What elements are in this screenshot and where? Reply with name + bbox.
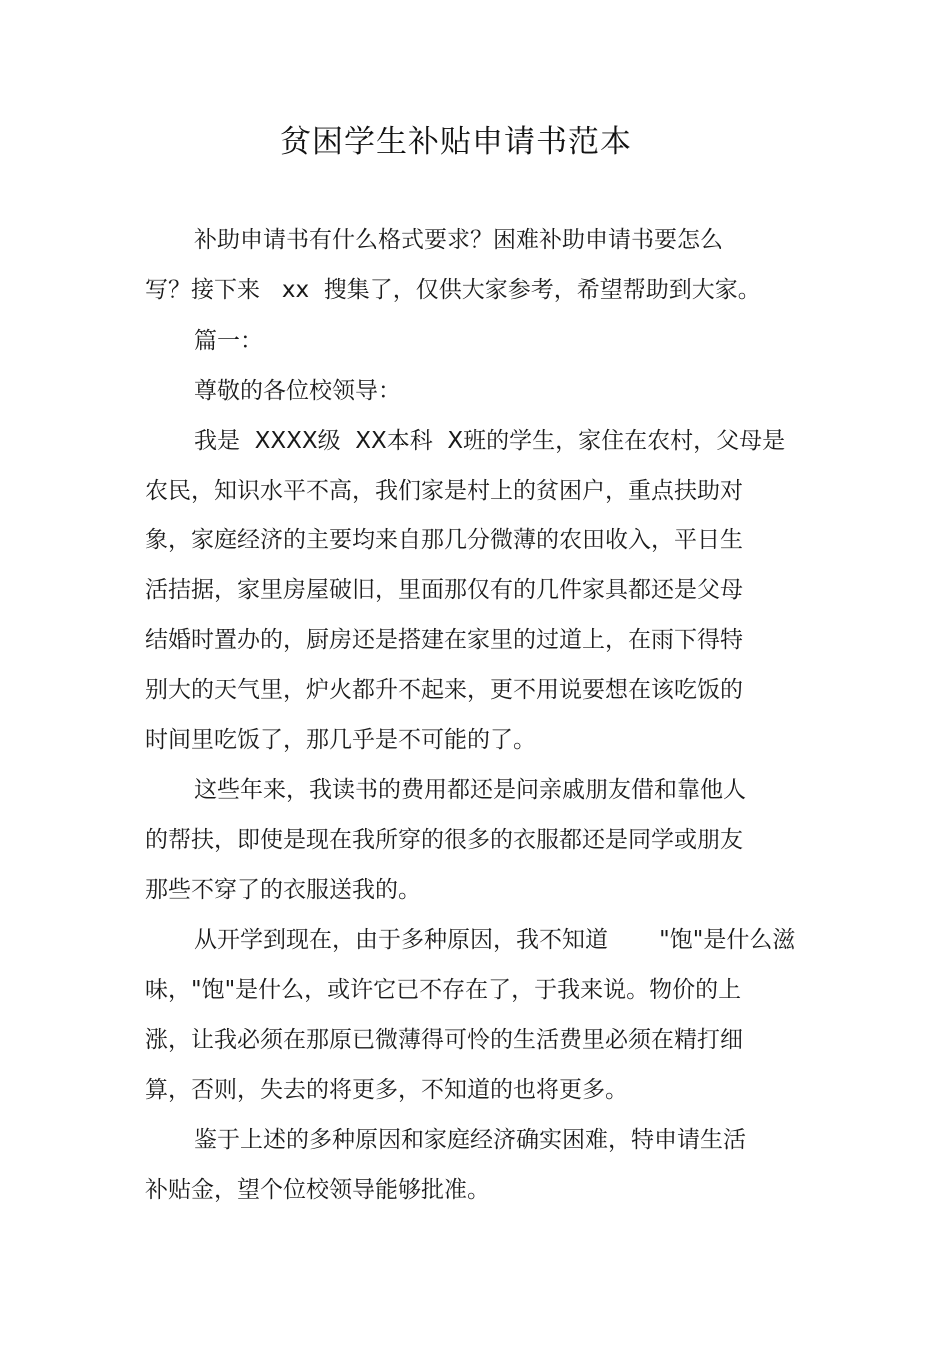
paragraph-family-line-2: 农民，知识水平不高，我们家是村上的贫困户，重点扶助对 — [145, 478, 743, 504]
paragraph-family-line-1: 我是 XXXX级 XX本科 X班的学生，家住在农村，父母是 — [194, 428, 786, 454]
document-title: 贫困学生补贴申请书范本 — [280, 124, 632, 160]
paragraph-request-line-1: 鉴于上述的多种原因和家庭经济确实困难，特申请生活 — [194, 1127, 746, 1153]
paragraph-hardship-line-1: 从开学到现在，由于多种原因，我不知道 "饱"是什么滋 — [194, 927, 796, 953]
paragraph-request-line-2: 补贴金，望个位校领导能够批准。 — [145, 1177, 490, 1203]
paragraph-support-line-3: 那些不穿了的衣服送我的。 — [145, 877, 421, 903]
paragraph-hardship-line-4: 算，否则，失去的将更多，不知道的也将更多。 — [145, 1077, 628, 1103]
paragraph-family-line-6: 别大的天气里，炉火都升不起来，更不用说要想在该吃饭的 — [145, 677, 743, 703]
paragraph-family-line-7: 时间里吃饭了，那几乎是不可能的了。 — [145, 727, 536, 753]
paragraph-support-line-2: 的帮扶，即使是现在我所穿的很多的衣服都还是同学或朋友 — [145, 827, 743, 853]
paragraph-intro-line-1: 补助申请书有什么格式要求？困难补助申请书要怎么 — [194, 227, 723, 253]
paragraph-hardship-line-3: 涨，让我必须在那原已微薄得可怜的生活费里必须在精打细 — [145, 1027, 743, 1053]
paragraph-intro-line-2: 写？接下来 xx 搜集了，仅供大家参考，希望帮助到大家。 — [145, 277, 761, 303]
paragraph-family-line-5: 结婚时置办的，厨房还是搭建在家里的过道上，在雨下得特 — [145, 627, 743, 653]
paragraph-family-line-4: 活拮据，家里房屋破旧，里面那仅有的几件家具都还是父母 — [145, 577, 743, 603]
section-heading: 篇一： — [194, 328, 263, 354]
paragraph-family-line-3: 象，家庭经济的主要均来自那几分微薄的农田收入，平日生 — [145, 527, 743, 553]
paragraph-support-line-1: 这些年来，我读书的费用都还是问亲戚朋友借和靠他人 — [194, 777, 746, 803]
salutation: 尊敬的各位校领导： — [194, 378, 401, 404]
paragraph-hardship-line-2: 味，"饱"是什么，或许它已不存在了，于我来说。物价的上 — [145, 977, 742, 1003]
